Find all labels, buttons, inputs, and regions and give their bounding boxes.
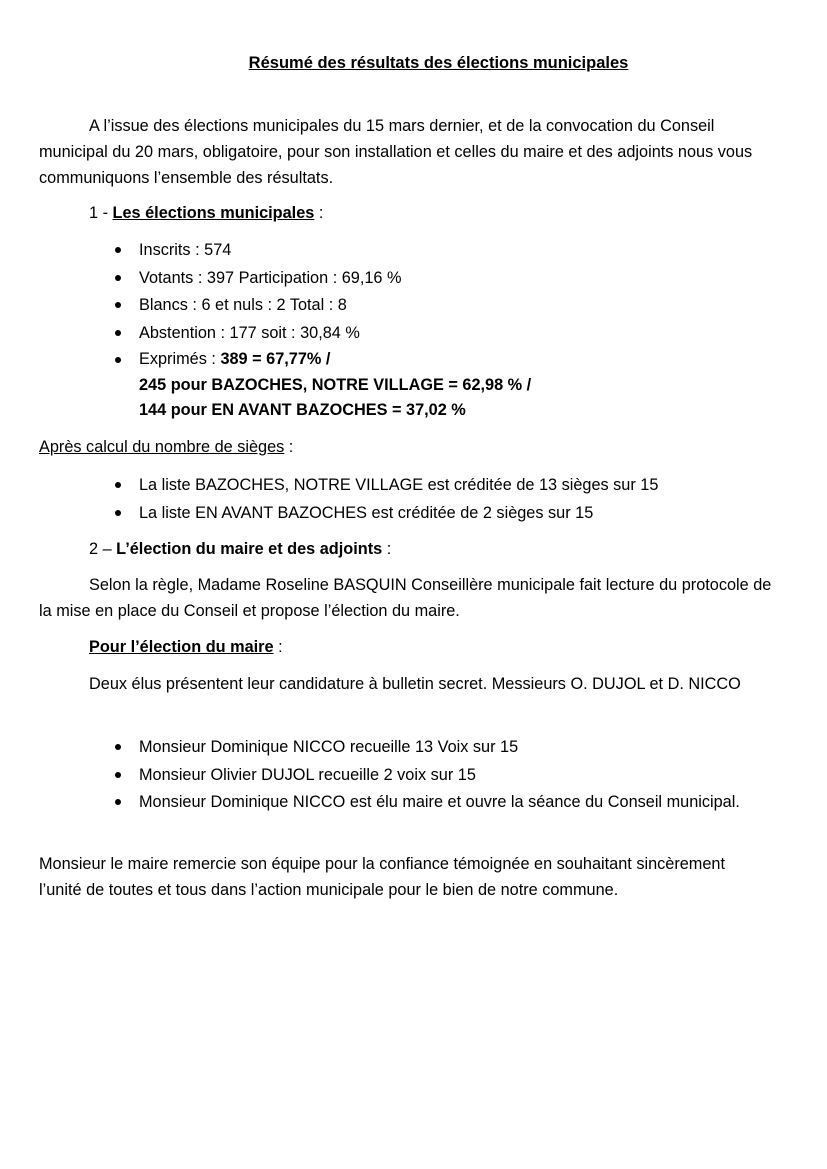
- list-item: [39, 237, 759, 264]
- mayor-paragraph: Deux élus présentent leur candidature à bulletin secret. Messieurs O. DUJOL et D. NICCO: [89, 675, 741, 693]
- list-item: [39, 320, 759, 347]
- mayor-results-list: [39, 734, 759, 816]
- section-2-suffix: :: [382, 540, 392, 558]
- section-1-suffix: :: [314, 204, 324, 222]
- bullet-icon: [115, 302, 121, 308]
- mayor-heading-suffix: :: [273, 638, 283, 656]
- result-votants: Votants : 397 Participation : 69,16 %: [139, 268, 402, 287]
- intro-paragraph: A l’issue des élections municipales du 15 mars dernier, et de la convocation du Conseil municipal du 20 mars, obligatoire, pour son installation et celles du maire et des adjoints nous vous communiquons l’ensemble des résultats.: [39, 117, 753, 187]
- list-item: [39, 762, 759, 789]
- seats-item-2: La liste EN AVANT BAZOCHES est créditée de 2 sièges sur 15: [139, 503, 594, 522]
- document-title: Résumé des résultats des élections municipales: [248, 54, 629, 72]
- result-blancs-nuls: Blancs : 6 et nuls : 2 Total : 8: [139, 296, 347, 314]
- list-item: [39, 734, 759, 761]
- list-item: [39, 472, 759, 499]
- section-2-heading: [89, 536, 391, 562]
- mayor-item-3: Monsieur Dominique NICCO est élu maire et ouvre la séance du Conseil municipal.: [139, 793, 740, 811]
- seats-item-1: La liste BAZOCHES, NOTRE VILLAGE est créditée de 13 sièges sur 15: [139, 476, 659, 494]
- result-abstention: Abstention : 177 soit : 30,84 %: [139, 323, 360, 342]
- bullet-icon: [115, 744, 121, 750]
- bullet-icon: [115, 357, 121, 363]
- seats-heading-text: Après calcul du nombre de sièges: [39, 438, 285, 456]
- list-item: [39, 265, 759, 292]
- seats-list: [39, 472, 759, 527]
- exprimes-value: 389 = 67,77% /: [220, 350, 331, 368]
- bullet-icon: [115, 482, 121, 488]
- exprimes-list-2: 144 pour EN AVANT BAZOCHES = 37,02 %: [139, 401, 466, 419]
- election-results-list: [39, 237, 759, 425]
- section-2-paragraph: Selon la règle, Madame Roseline BASQUIN Conseillère municipale fait lecture du protocole de la mise en place du Conseil et propose l’élection du maire.: [39, 576, 772, 620]
- list-item: [39, 347, 759, 424]
- list-item: [39, 292, 759, 319]
- section-2-number: 2 –: [89, 540, 117, 558]
- result-inscrits: Inscrits : 574: [139, 241, 232, 259]
- closing-paragraph: Monsieur le maire remercie son équipe pour la confiance témoignée en souhaitant sincèrement l’unité de toutes et tous dans l’action municipale pour le bien de notre commune.: [39, 855, 726, 899]
- list-item: [39, 500, 759, 527]
- seats-heading-suffix: :: [284, 438, 294, 456]
- bullet-icon: [115, 510, 121, 516]
- bullet-icon: [115, 247, 121, 253]
- mayor-item-2: Monsieur Olivier DUJOL recueille 2 voix sur 15: [139, 765, 476, 784]
- section-1-number: 1 -: [89, 204, 113, 222]
- section-1-title: Les élections municipales: [112, 204, 315, 222]
- list-item: [39, 789, 759, 815]
- bullet-icon: [115, 330, 121, 336]
- bullet-icon: [115, 799, 121, 805]
- exprimes-label: Exprimés :: [139, 350, 221, 368]
- section-2-title: L’élection du maire et des adjoints: [116, 540, 383, 558]
- bullet-icon: [115, 275, 121, 281]
- mayor-item-1: Monsieur Dominique NICCO recueille 13 Voix sur 15: [139, 738, 519, 756]
- exprimes-list-1: 245 pour BAZOCHES, NOTRE VILLAGE = 62,98 % /: [139, 375, 532, 394]
- mayor-heading: [89, 634, 283, 660]
- seats-heading: [39, 434, 784, 460]
- bullet-icon: [115, 772, 121, 778]
- section-1-heading: [89, 200, 323, 226]
- mayor-heading-text: Pour l’élection du maire: [89, 638, 274, 656]
